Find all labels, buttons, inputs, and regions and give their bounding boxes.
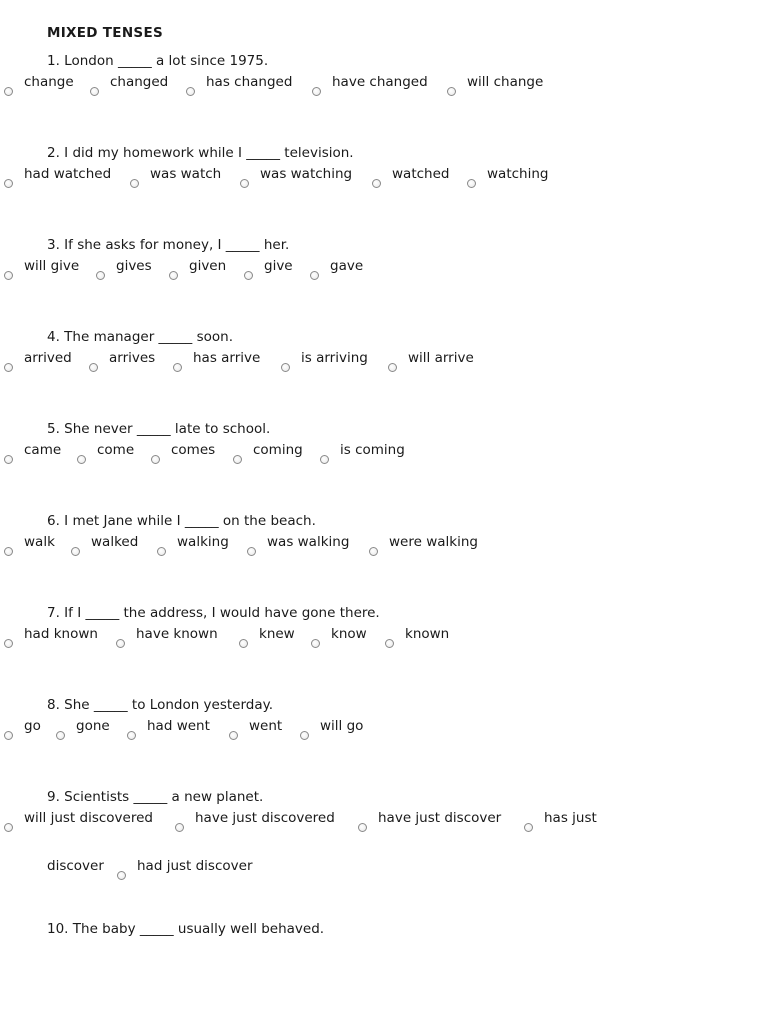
radio-button[interactable] [4, 363, 13, 372]
option-label: have changed [332, 74, 428, 90]
option-label: gave [330, 258, 364, 274]
question-8-options [1, 714, 747, 766]
question-5: 5. She never _____ late to school. [47, 421, 271, 437]
question-9: 9. Scientists _____ a new planet. [47, 789, 264, 805]
option-label: was watch [150, 166, 222, 182]
radio-button[interactable] [169, 271, 178, 280]
radio-button[interactable] [369, 547, 378, 556]
option-label: watching [487, 166, 549, 182]
question-3: 3. If she asks for money, I _____ her. [47, 237, 290, 253]
radio-button[interactable] [385, 639, 394, 648]
radio-button[interactable] [239, 639, 248, 648]
radio-button[interactable] [244, 271, 253, 280]
option-label: was watching [260, 166, 353, 182]
radio-button[interactable] [229, 731, 238, 740]
option-label: watched [392, 166, 450, 182]
option-label: knew [259, 626, 295, 642]
radio-button[interactable] [56, 731, 65, 740]
option-label: arrived [24, 350, 72, 366]
option-label: had went [147, 718, 210, 734]
question-1: 1. London _____ a lot since 1975. [47, 53, 269, 69]
option-label: coming [253, 442, 303, 458]
radio-button[interactable] [4, 271, 13, 280]
option-label: had known [24, 626, 98, 642]
radio-button[interactable] [311, 639, 320, 648]
option-label: will just discovered [24, 810, 153, 826]
question-2-options [1, 162, 747, 214]
option-label-continuation: discover [47, 858, 104, 874]
radio-button[interactable] [130, 179, 139, 188]
question-9-options [1, 806, 747, 858]
radio-button[interactable] [4, 639, 13, 648]
question-7: 7. If I _____ the address, I would have gone there. [47, 605, 380, 621]
radio-button[interactable] [372, 179, 381, 188]
option-label: change [24, 74, 74, 90]
radio-button[interactable] [127, 731, 136, 740]
radio-button[interactable] [4, 87, 13, 96]
option-label: come [97, 442, 135, 458]
question-2: 2. I did my homework while I _____ television. [47, 145, 354, 161]
radio-button[interactable] [233, 455, 242, 464]
option-label: walked [91, 534, 139, 550]
radio-button[interactable] [524, 823, 533, 832]
radio-button[interactable] [117, 871, 126, 880]
option-label: were walking [389, 534, 478, 550]
radio-button[interactable] [77, 455, 86, 464]
question-5-options [1, 438, 747, 490]
option-label: known [405, 626, 450, 642]
radio-button[interactable] [4, 731, 13, 740]
option-label: will change [467, 74, 544, 90]
option-label: walking [177, 534, 229, 550]
question-9-options-continued [47, 858, 747, 914]
radio-button[interactable] [4, 823, 13, 832]
option-label: will give [24, 258, 80, 274]
radio-button[interactable] [310, 271, 319, 280]
radio-button[interactable] [300, 731, 309, 740]
option-label: given [189, 258, 227, 274]
option-label: have just discovered [195, 810, 335, 826]
question-10: 10. The baby _____ usually well behaved. [47, 921, 325, 937]
option-label: walk [24, 534, 55, 550]
question-1-options [1, 70, 747, 122]
radio-button[interactable] [186, 87, 195, 96]
radio-button[interactable] [312, 87, 321, 96]
radio-button[interactable] [96, 271, 105, 280]
option-label: has just [544, 810, 597, 826]
option-label: gone [76, 718, 110, 734]
option-label: was walking [267, 534, 350, 550]
radio-button[interactable] [151, 455, 160, 464]
radio-button[interactable] [4, 179, 13, 188]
option-label: go [24, 718, 41, 734]
radio-button[interactable] [71, 547, 80, 556]
option-label: went [249, 718, 283, 734]
option-label: is coming [340, 442, 405, 458]
radio-button[interactable] [116, 639, 125, 648]
radio-button[interactable] [447, 87, 456, 96]
option-label: will arrive [408, 350, 474, 366]
option-label: will go [320, 718, 364, 734]
radio-button[interactable] [240, 179, 249, 188]
worksheet-title: MIXED TENSES [47, 25, 163, 41]
question-8: 8. She _____ to London yesterday. [47, 697, 273, 713]
radio-button[interactable] [4, 547, 13, 556]
option-label: have just discover [378, 810, 502, 826]
radio-button[interactable] [89, 363, 98, 372]
worksheet [24, 22, 747, 938]
option-label: has changed [206, 74, 293, 90]
option-label: arrives [109, 350, 156, 366]
question-4: 4. The manager _____ soon. [47, 329, 233, 345]
radio-button[interactable] [388, 363, 397, 372]
option-label: had just discover [137, 858, 253, 874]
radio-button[interactable] [320, 455, 329, 464]
radio-button[interactable] [157, 547, 166, 556]
option-label: comes [171, 442, 216, 458]
option-label: came [24, 442, 62, 458]
radio-button[interactable] [358, 823, 367, 832]
radio-button[interactable] [281, 363, 290, 372]
option-label: give [264, 258, 293, 274]
radio-button[interactable] [247, 547, 256, 556]
question-4-options [1, 346, 747, 398]
option-label: changed [110, 74, 169, 90]
question-3-options [1, 254, 747, 306]
option-label: has arrive [193, 350, 261, 366]
radio-button[interactable] [4, 455, 13, 464]
question-6: 6. I met Jane while I _____ on the beach. [47, 513, 316, 529]
question-6-options [1, 530, 747, 582]
option-label: have known [136, 626, 218, 642]
radio-button[interactable] [90, 87, 99, 96]
radio-button[interactable] [175, 823, 184, 832]
option-label: know [331, 626, 367, 642]
option-label: gives [116, 258, 152, 274]
radio-button[interactable] [173, 363, 182, 372]
question-7-options [1, 622, 747, 674]
option-label: is arriving [301, 350, 368, 366]
radio-button[interactable] [467, 179, 476, 188]
option-label: had watched [24, 166, 112, 182]
